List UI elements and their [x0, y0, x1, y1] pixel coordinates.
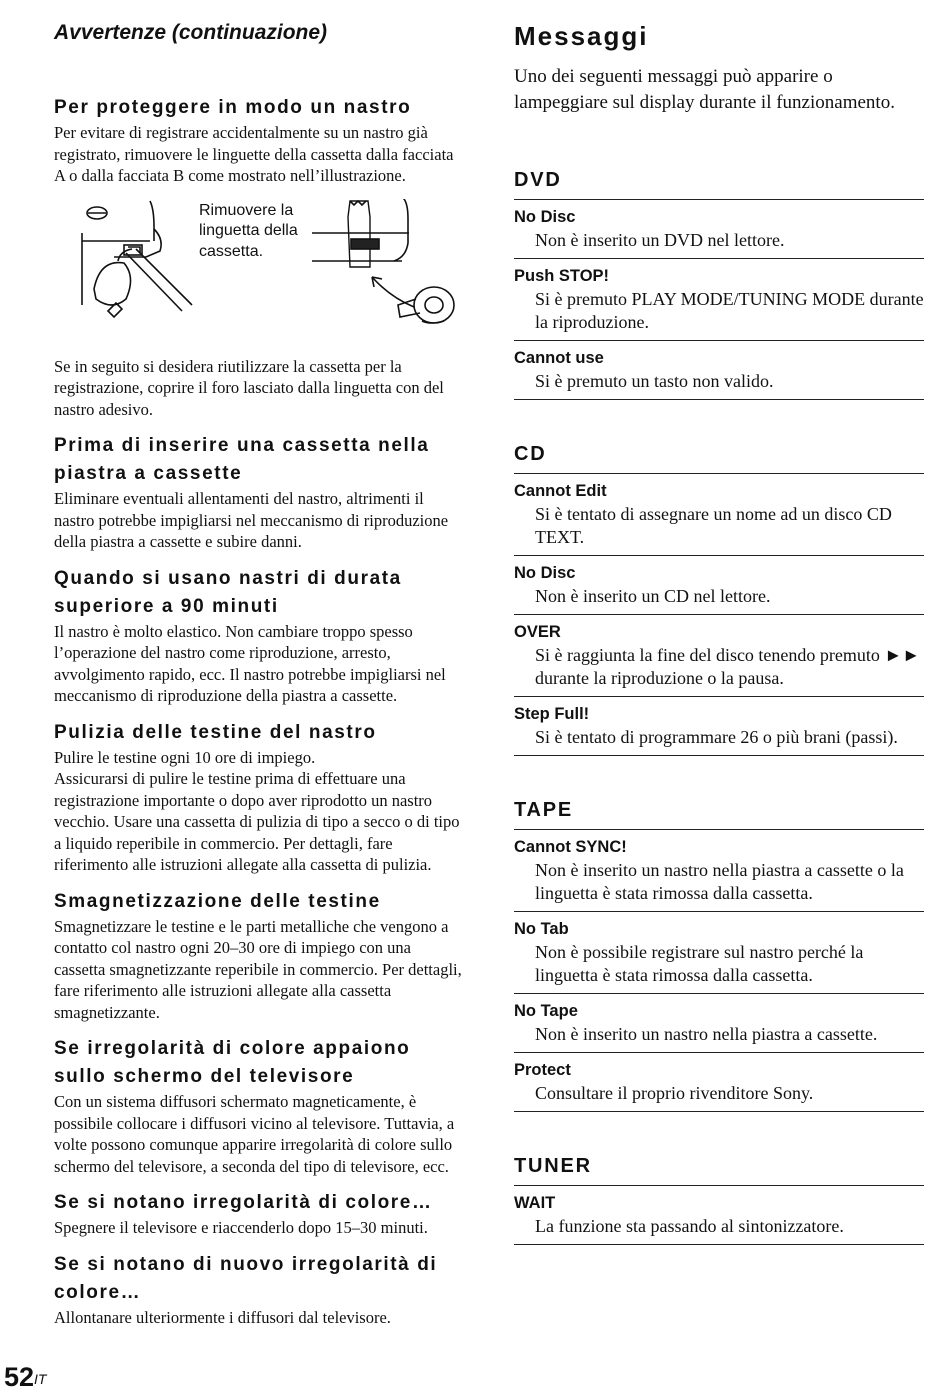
section-notice-again	[54, 1251, 466, 1329]
message-item	[514, 259, 924, 341]
section-text: Smagnetizzare le testine e le parti metalliche che vengono a contatto col nastro ogni 20–30 ore di impiego con una cassetta smagnetizzante reperibile in commercio. Per dettagli, fare riferimento alle istruzioni allegate alla cassetta smagnetizzante.	[54, 916, 462, 1022]
message-item	[514, 615, 924, 697]
message-code: Cannot SYNC!	[514, 838, 627, 856]
message-code: Cannot use	[514, 349, 604, 367]
message-item	[514, 912, 924, 994]
group-cd	[514, 440, 924, 756]
section-before-insert	[54, 432, 466, 553]
section-protect-tape	[54, 94, 466, 187]
message-description: La funzione sta passando al sintonizzatore.	[535, 1216, 844, 1236]
message-description: Non è inserito un DVD nel lettore.	[535, 230, 785, 250]
cassette-tab-illustration	[54, 199, 466, 347]
message-description: Non è inserito un nastro nella piastra a cassette o la linguetta è stata rimossa dalla cassetta.	[535, 860, 904, 903]
messages-title: Messaggi	[514, 21, 649, 51]
section-long-tapes	[54, 565, 466, 707]
page-language-suffix: IT	[34, 1371, 47, 1387]
messages-intro: Uno dei seguenti messaggi può apparire o lampeggiare sul display durante il funzionamento.	[514, 66, 895, 113]
message-item	[514, 697, 924, 756]
message-item	[514, 1053, 924, 1112]
section-color-irregularity	[54, 1035, 466, 1177]
message-description: Si è tentato di programmare 26 o più brani (passi).	[535, 727, 898, 747]
group-heading: TAPE	[514, 796, 924, 830]
tab-reuse-text: Se in seguito si desidera riutilizzare la cassetta per la registrazione, coprire il foro lasciato dalla linguetta con del nastro adesivo.	[54, 356, 444, 419]
message-description: Si è premuto un tasto non valido.	[535, 371, 774, 391]
message-description: Si è raggiunta la fine del disco tenendo premuto ►► durante la riproduzione o la pausa.	[535, 645, 921, 688]
section-heading-line2: superiore a 90 minuti	[54, 595, 279, 617]
page-number	[4, 1362, 47, 1392]
message-code: No Disc	[514, 564, 576, 582]
page-number-value: 52	[4, 1362, 35, 1392]
message-code: WAIT	[514, 1194, 556, 1212]
section-heading: Quando si usano nastri di durata	[54, 567, 402, 589]
message-item	[514, 1186, 924, 1245]
group-dvd	[514, 166, 924, 400]
group-heading: TUNER	[514, 1152, 924, 1186]
message-item	[514, 830, 924, 912]
message-code: OVER	[514, 623, 561, 641]
group-heading: DVD	[514, 166, 924, 200]
illustration-caption: Rimuovere la linguetta della cassetta.	[199, 201, 298, 260]
message-description: Non è inserito un nastro nella piastra a cassette.	[535, 1024, 878, 1044]
message-code: Cannot Edit	[514, 482, 607, 500]
section-heading: Smagnetizzazione delle testine	[54, 890, 381, 912]
group-tape	[514, 796, 924, 1112]
continuation-title: Avvertenze (continuazione)	[54, 21, 328, 44]
message-item	[514, 556, 924, 615]
message-item	[514, 474, 924, 556]
section-text: Spegnere il televisore e riaccenderlo dopo 15–30 minuti.	[54, 1218, 428, 1237]
section-heading-line2: colore…	[54, 1281, 142, 1303]
message-code: No Tab	[514, 920, 569, 938]
group-heading: CD	[514, 440, 924, 474]
message-description: Si è tentato di assegnare un nome ad un disco CD TEXT.	[535, 504, 892, 547]
section-text: Con un sistema diffusori schermato magneticamente, è possibile collocare i diffusori vicino al televisore. Tuttavia, a volte possono comunque apparire irregolarità di colore sullo schermo del televisore, a seconda del tipo di televisore, ecc.	[54, 1092, 455, 1176]
message-code: Push STOP!	[514, 267, 610, 285]
message-description: Si è premuto PLAY MODE/TUNING MODE durante la riproduzione.	[535, 289, 924, 332]
message-description: Consultare il proprio rivenditore Sony.	[535, 1083, 814, 1103]
section-head-cleaning	[54, 719, 466, 876]
section-heading: Per proteggere in modo un nastro	[54, 97, 412, 118]
message-code: No Tape	[514, 1002, 578, 1020]
section-heading: Pulizia delle testine del nastro	[54, 721, 377, 743]
group-tuner	[514, 1152, 924, 1245]
section-heading: Prima di inserire una cassetta nella	[54, 435, 430, 456]
section-heading: Se irregolarità di colore appaiono	[54, 1038, 411, 1059]
section-heading-line2: sullo schermo del televisore	[54, 1066, 355, 1087]
section-text-2: Assicurarsi di pulire le testine prima di effettuare una registrazione importante o dopo aver riprodotto un nastro vecchio. Usare una cassetta di pulizia di tipo a secco o di tipo a liquido reperibile in commercio. Per dettagli, fare riferimento alle istruzioni allegate alla cassetta di pulizia.	[54, 769, 460, 874]
section-heading-line2: piastra a cassette	[54, 463, 243, 484]
message-code: Protect	[514, 1061, 571, 1079]
left-column	[54, 18, 466, 1328]
message-code: No Disc	[514, 208, 576, 226]
section-text: Allontanare ulteriormente i diffusori dal televisore.	[54, 1307, 391, 1327]
message-item	[514, 341, 924, 400]
section-heading: Se si notano irregolarità di colore…	[54, 1192, 433, 1213]
section-text: Per evitare di registrare accidentalmente su un nastro già registrato, rimuovere le linguette della cassetta dalla facciata A o dalla facciata B come mostrato nell’illustrazione.	[54, 123, 454, 185]
section-notice-irregularity	[54, 1189, 466, 1239]
section-text: Il nastro è molto elastico. Non cambiare troppo spesso l’operazione del nastro come riproduzione, arresto, avvolgimento rapido, ecc. Il nastro potrebbe impigliarsi nel meccanismo di riproduzione della piastra a cassette.	[54, 621, 446, 705]
message-item	[514, 200, 924, 259]
section-demagnetize	[54, 888, 466, 1024]
message-code: Step Full!	[514, 705, 590, 723]
message-description: Non è possibile registrare sul nastro perché la linguetta è stata rimossa dalla cassetta.	[535, 942, 864, 985]
right-column	[514, 20, 924, 1245]
message-description: Non è inserito un CD nel lettore.	[535, 586, 771, 606]
section-text: Eliminare eventuali allentamenti del nastro, altrimenti il nastro potrebbe impigliarsi nel meccanismo di riproduzione della piastra a cassette e subire danni.	[54, 489, 449, 551]
section-text: Pulire le testine ogni 10 ore di impiego.	[54, 747, 316, 767]
message-item	[514, 994, 924, 1053]
section-heading: Se si notano di nuovo irregolarità di	[54, 1253, 438, 1275]
